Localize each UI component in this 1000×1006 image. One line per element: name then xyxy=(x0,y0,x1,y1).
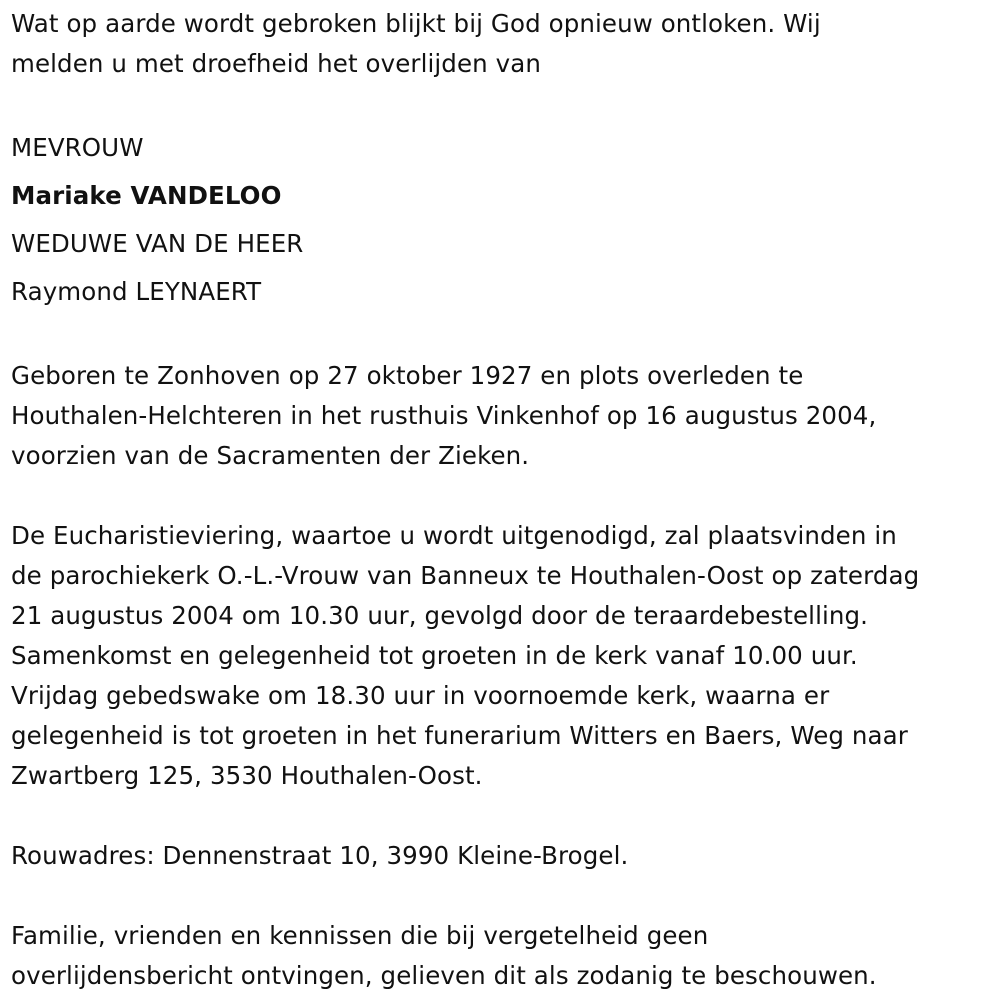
closing-line: overlijdensbericht ontvingen, gelieven dit als zodanig te beschouwen. xyxy=(11,961,877,990)
intro-line: Wat op aarde wordt gebroken blijkt bij God opnieuw ontloken. Wij xyxy=(11,9,821,38)
spacer xyxy=(11,476,996,516)
spacer xyxy=(11,84,996,124)
intro-line: melden u met droefheid het overlijden van xyxy=(11,49,541,78)
ceremony-line: Samenkomst en gelegenheid tot groeten in de kerk vanaf 10.00 uur. xyxy=(11,641,858,670)
ceremony-line: De Eucharistieviering, waartoe u wordt uitgenodigd, zal plaatsvinden in xyxy=(11,521,897,550)
mourning-address: Rouwadres: Dennenstraat 10, 3990 Kleine-Brogel. xyxy=(11,841,629,870)
birth-death-paragraph xyxy=(11,356,996,476)
ceremony-line: de parochiekerk O.-L.-Vrouw van Banneux te Houthalen-Oost op zaterdag xyxy=(11,561,920,590)
spacer xyxy=(11,316,996,356)
ceremony-line: Zwartberg 125, 3530 Houthalen-Oost. xyxy=(11,761,483,790)
deceased-name: Mariake VANDELOO xyxy=(11,181,282,210)
ceremony-line: 21 augustus 2004 om 10.30 uur, gevolgd door de teraardebestelling. xyxy=(11,601,869,630)
closing-line: Familie, vrienden en kennissen die bij vergetelheid geen xyxy=(11,921,709,950)
intro-paragraph xyxy=(11,4,996,84)
obituary-notice xyxy=(11,4,996,996)
closing-paragraph xyxy=(11,916,996,996)
birth-death-line: voorzien van de Sacramenten der Zieken. xyxy=(11,441,530,470)
spacer xyxy=(11,796,996,836)
spacer xyxy=(11,876,996,916)
birth-death-line: Houthalen-Helchteren in het rusthuis Vinkenhof op 16 augustus 2004, xyxy=(11,401,877,430)
spouse-name: Raymond LEYNAERT xyxy=(11,277,262,306)
deceased-block xyxy=(11,124,996,316)
address-paragraph xyxy=(11,836,996,876)
ceremony-line: gelegenheid is tot groeten in het funerarium Witters en Baers, Weg naar xyxy=(11,721,908,750)
salutation: MEVROUW xyxy=(11,133,144,162)
relation-label: WEDUWE VAN DE HEER xyxy=(11,229,304,258)
birth-death-line: Geboren te Zonhoven op 27 oktober 1927 en plots overleden te xyxy=(11,361,804,390)
ceremony-paragraph xyxy=(11,516,996,796)
ceremony-line: Vrijdag gebedswake om 18.30 uur in voornoemde kerk, waarna er xyxy=(11,681,830,710)
